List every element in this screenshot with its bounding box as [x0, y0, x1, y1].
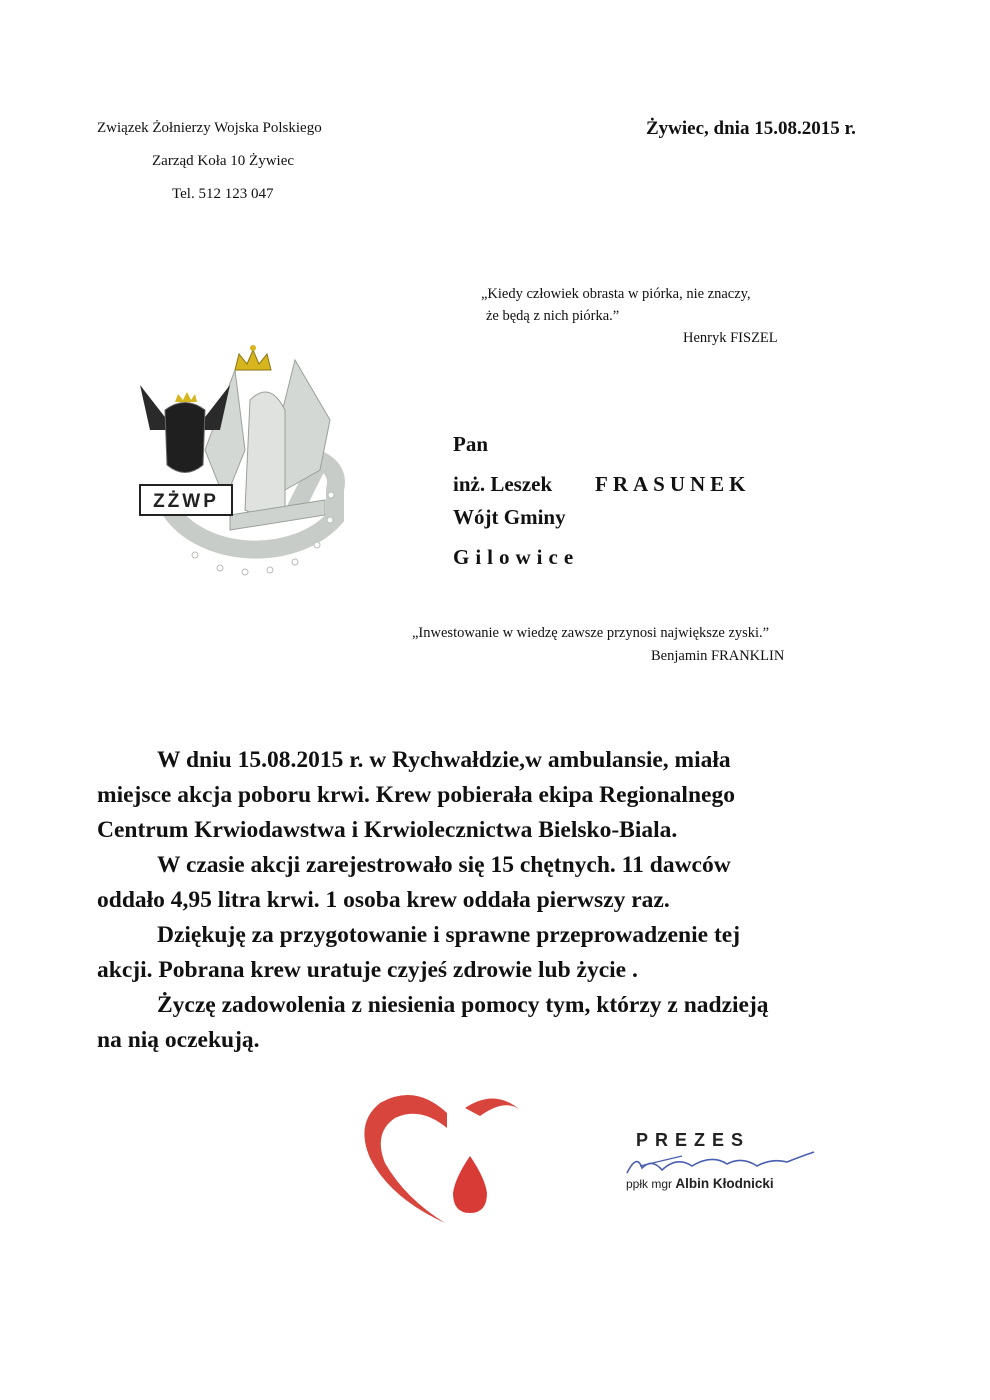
body-line: akcji. Pobrana krew uratuje czyjeś zdrowie lub życie . — [97, 957, 638, 983]
sender-phone: Tel. 512 123 047 — [172, 186, 274, 202]
handwritten-signature — [622, 1148, 822, 1178]
sender-org: Związek Żołnierzy Wojska Polskiego — [97, 120, 322, 136]
quote1-author: Henryk FISZEL — [683, 330, 778, 346]
recipient-surname: FRASUNEK — [595, 472, 751, 496]
recipient-salutation: Pan — [453, 432, 489, 456]
body-line: miejsce akcja poboru krwi. Krew pobierała ekipa Regionalnego — [97, 782, 735, 808]
body-line: W dniu 15.08.2015 r. w Rychwałdzie,w ambulansie, miała — [157, 747, 731, 773]
zzwp-emblem-logo — [135, 340, 355, 590]
place-date: Żywiec, dnia 15.08.2015 r. — [646, 118, 856, 139]
body-line: Dziękuję za przygotowanie i sprawne przeprowadzenie tej — [157, 922, 741, 948]
quote1-line1: „Kiedy człowiek obrasta w piórka, nie znaczy, — [481, 286, 751, 302]
quote1-line2: że będą z nich piórka.” — [486, 308, 620, 324]
recipient-town: Gilowice — [453, 545, 580, 569]
signature-role: PREZES — [636, 1130, 751, 1150]
body-line: Życzę zadowolenia z niesienia pomocy tym, którzy z nadzieją — [157, 992, 769, 1018]
signature-name: Albin Kłodnicki — [675, 1176, 774, 1191]
signature-name-line — [626, 1176, 774, 1191]
recipient-title-name: inż. Leszek — [453, 472, 553, 496]
quote2-line1: „Inwestowanie w wiedzę zawsze przynosi największe zyski.” — [412, 625, 770, 641]
logo-text: ZŻWP — [153, 491, 219, 512]
heart-drop-icon — [355, 1088, 535, 1228]
quote2-author: Benjamin FRANKLIN — [651, 648, 785, 664]
letter-body — [97, 743, 867, 1058]
body-line: na nią oczekują. — [97, 1027, 260, 1053]
body-line: Centrum Krwiodawstwa i Krwiolecznictwa Bielsko-Biala. — [97, 817, 678, 843]
body-line: W czasie akcji zarejestrowało się 15 chętnych. 11 dawców — [157, 852, 731, 878]
sender-branch: Zarząd Koła 10 Żywiec — [152, 153, 295, 169]
signature-rank: ppłk mgr — [626, 1177, 673, 1191]
body-line: oddało 4,95 litra krwi. 1 osoba krew oddała pierwszy raz. — [97, 887, 670, 913]
recipient-position: Wójt Gminy — [453, 505, 566, 529]
